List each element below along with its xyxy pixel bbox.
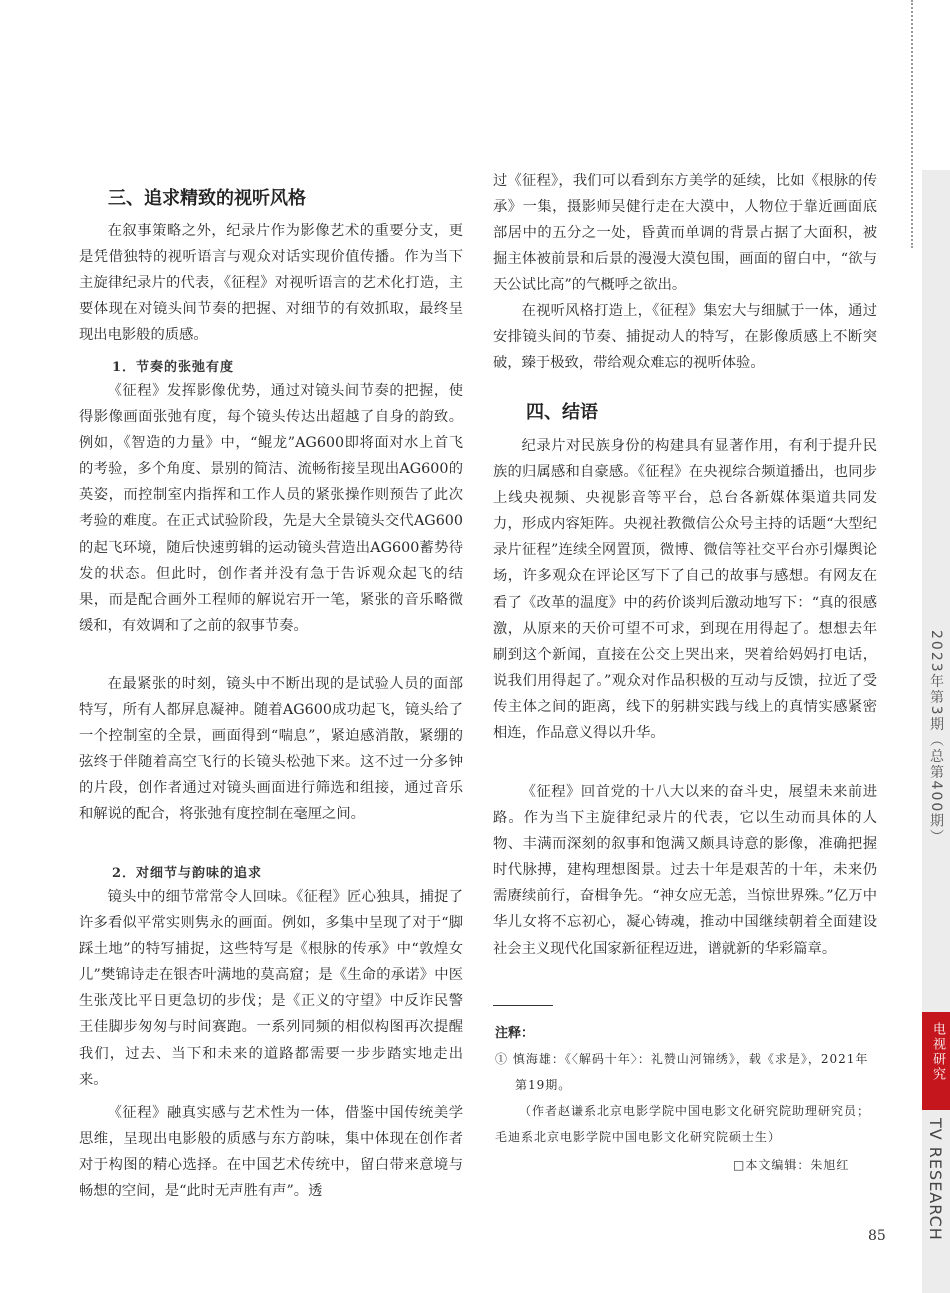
page-number: 85	[868, 1228, 886, 1244]
footnote-divider	[493, 1005, 553, 1006]
subheading-rhythm: 1．节奏的张弛有度	[112, 360, 235, 375]
paragraph-detail-1: 镜头中的细节常常令人回味。《征程》匠心独具，捕捉了许多看似平常实则隽永的画面。例如，多集中呈现了对于“脚踩土地”的特写捕捉，这些特写是《根脉的传承》中“敦煌女儿”樊锦诗走在银杏叶满地的莫高窟；是《生命的承诺》中医生张茂比平日更急切的步伐；是《正义的守望》中反诈民警王佳脚步匆匆与时间赛跑。一系列同频的相似构图再次提醒我们，过去、当下和未来的道路都需要一步步踏实地走出来。	[79, 889, 463, 1088]
section-tag: 电视研究	[930, 1022, 945, 1082]
footnote-title: 注释：	[495, 1026, 535, 1041]
paragraph-style-summary: 在视听风格打造上，《征程》集宏大与细腻于一体，通过安排镜头间的节奏、捕捉动人的特写，在影像质感上不断突破，臻于极致，带给观众难忘的视听体验。	[493, 303, 877, 372]
paragraph-intro: 在叙事策略之外，纪录片作为影像艺术的重要分支，更是凭借独特的视听语言与观众对话实现价值传播。作为当下主旋律纪录片的代表，《征程》对视听语言的艺术化打造，主要体现在对镜头间节奏的把握、对细节的有效抓取，最终呈现出电影般的质感。	[79, 223, 463, 344]
paragraph-conclusion-2: 《征程》回首党的十八大以来的奋斗史，展望未来前进路。作为当下主旋律纪录片的代表，它以生动而具体的人物、丰满而深刻的叙事和饱满又颇具诗意的影像，准确把握时代脉搏，建构理想图景。过去十年是艰苦的十年，未来仍需赓续前行，奋楫争先。“神女应无恙，当惊世界殊。”亿万中华儿女将不忘初心，凝心铸魂，推动中国继续朝着全面建设社会主义现代化国家新征程迈进，谱就新的华彩篇章。	[493, 784, 877, 957]
editor-credit: □本文编辑：朱旭红	[733, 1158, 850, 1172]
subheading-detail: 2．对细节与韵味的追求	[112, 866, 263, 881]
section-heading-4: 四、结语	[526, 402, 598, 423]
author-info: （作者赵谦系北京电影学院中国电影文化研究院助理研究员；毛迪系北京电影学院中国电影文化研究院硕士生）	[495, 1104, 871, 1144]
footnote-1: ① 慎海雄：《〈解码十年〉：礼赞山河锦绣》，载《求是》，2021年第19期。	[495, 1052, 869, 1092]
paragraph-rhythm-1: 《征程》发挥影像优势，通过对镜头间节奏的把握，使得影像画面张弛有度，每个镜头传达出超越了自身的韵致。例如，《智造的力量》中，“鲲龙”AG600即将面对水上首飞的考验，多个角度、景别的简洁、流畅衔接呈现出AG600的英姿，而控制室内指挥和工作人员的紧张操作则预告了此次考验的难度。在正式试验阶段，先是大全景镜头交代AG600的起飞环境，随后快速剪辑的运动镜头营造出AG600蓄势待发的状态。但此时，创作者并没有急于告诉观众起飞的结果，而是配合画外工程师的解说宕开一笔，紧张的音乐略微缓和，有效调和了之前的叙事节奏。	[79, 383, 463, 634]
journal-issue: 2023年第3期（总第400期）	[928, 630, 944, 846]
paragraph-continued: 过《征程》，我们可以看到东方美学的延续，比如《根脉的传承》一集，摄影师吴健行走在大漠中，人物位于靠近画面底部居中的五分之一处，昏黄而单调的背景占据了大面积，被掘主体被前景和后景的漫漫大漠包围，画面的留白中，“欲与天公试比高”的气概呼之欲出。	[493, 173, 877, 294]
paragraph-conclusion-1: 纪录片对民族身份的构建具有显著作用，有利于提升民族的归属感和自豪感。《征程》在央视综合频道播出，也同步上线央视频、央视影音等平台，总台各新媒体渠道共同发力，形成内容矩阵。央视社教微信公众号主持的话题“大型纪录片征程”连续全网置顶，微博、微信等社交平台亦引爆舆论场，许多观众在评论区写下了自己的故事与感想。有网友在看了《改革的温度》中的药价谈判后激动地写下：“真的很感激，从原来的天价可望不可求，到现在用得起了。想想去年刷到这个新闻，直接在公交上哭出来，哭着给妈妈打电话，说我们用得起了。”观众对作品积极的互动与反馈，拉近了受传主体之间的距离，线下的躬耕实践与线上的真情实感紧密相连，作品意义得以升华。	[493, 438, 877, 742]
paragraph-rhythm-2: 在最紧张的时刻，镜头中不断出现的是试验人员的面部特写，所有人都屏息凝神。随着AG600成功起飞，镜头给了一个控制室的全景，画面得到“喘息”，紧迫感消散，紧绷的弦终于伴随着高空飞行的长镜头松弛下来。这不过一分多钟的片段，创作者通过对镜头画面进行筛选和组接，通过音乐和解说的配合，将张弛有度控制在毫厘之间。	[79, 676, 463, 823]
journal-name: TV RESEARCH	[926, 1118, 945, 1241]
dotted-divider	[911, 0, 913, 248]
section-heading-3: 三、追求精致的视听风格	[108, 188, 306, 209]
paragraph-detail-2: 《征程》融真实感与艺术性为一体，借鉴中国传统美学思维，呈现出电影般的质感与东方韵味，集中体现在创作者对于构图的精心选择。在中国艺术传统中，留白带来意境与畅想的空间，是“此时无声胜有声”。透	[79, 1105, 463, 1200]
